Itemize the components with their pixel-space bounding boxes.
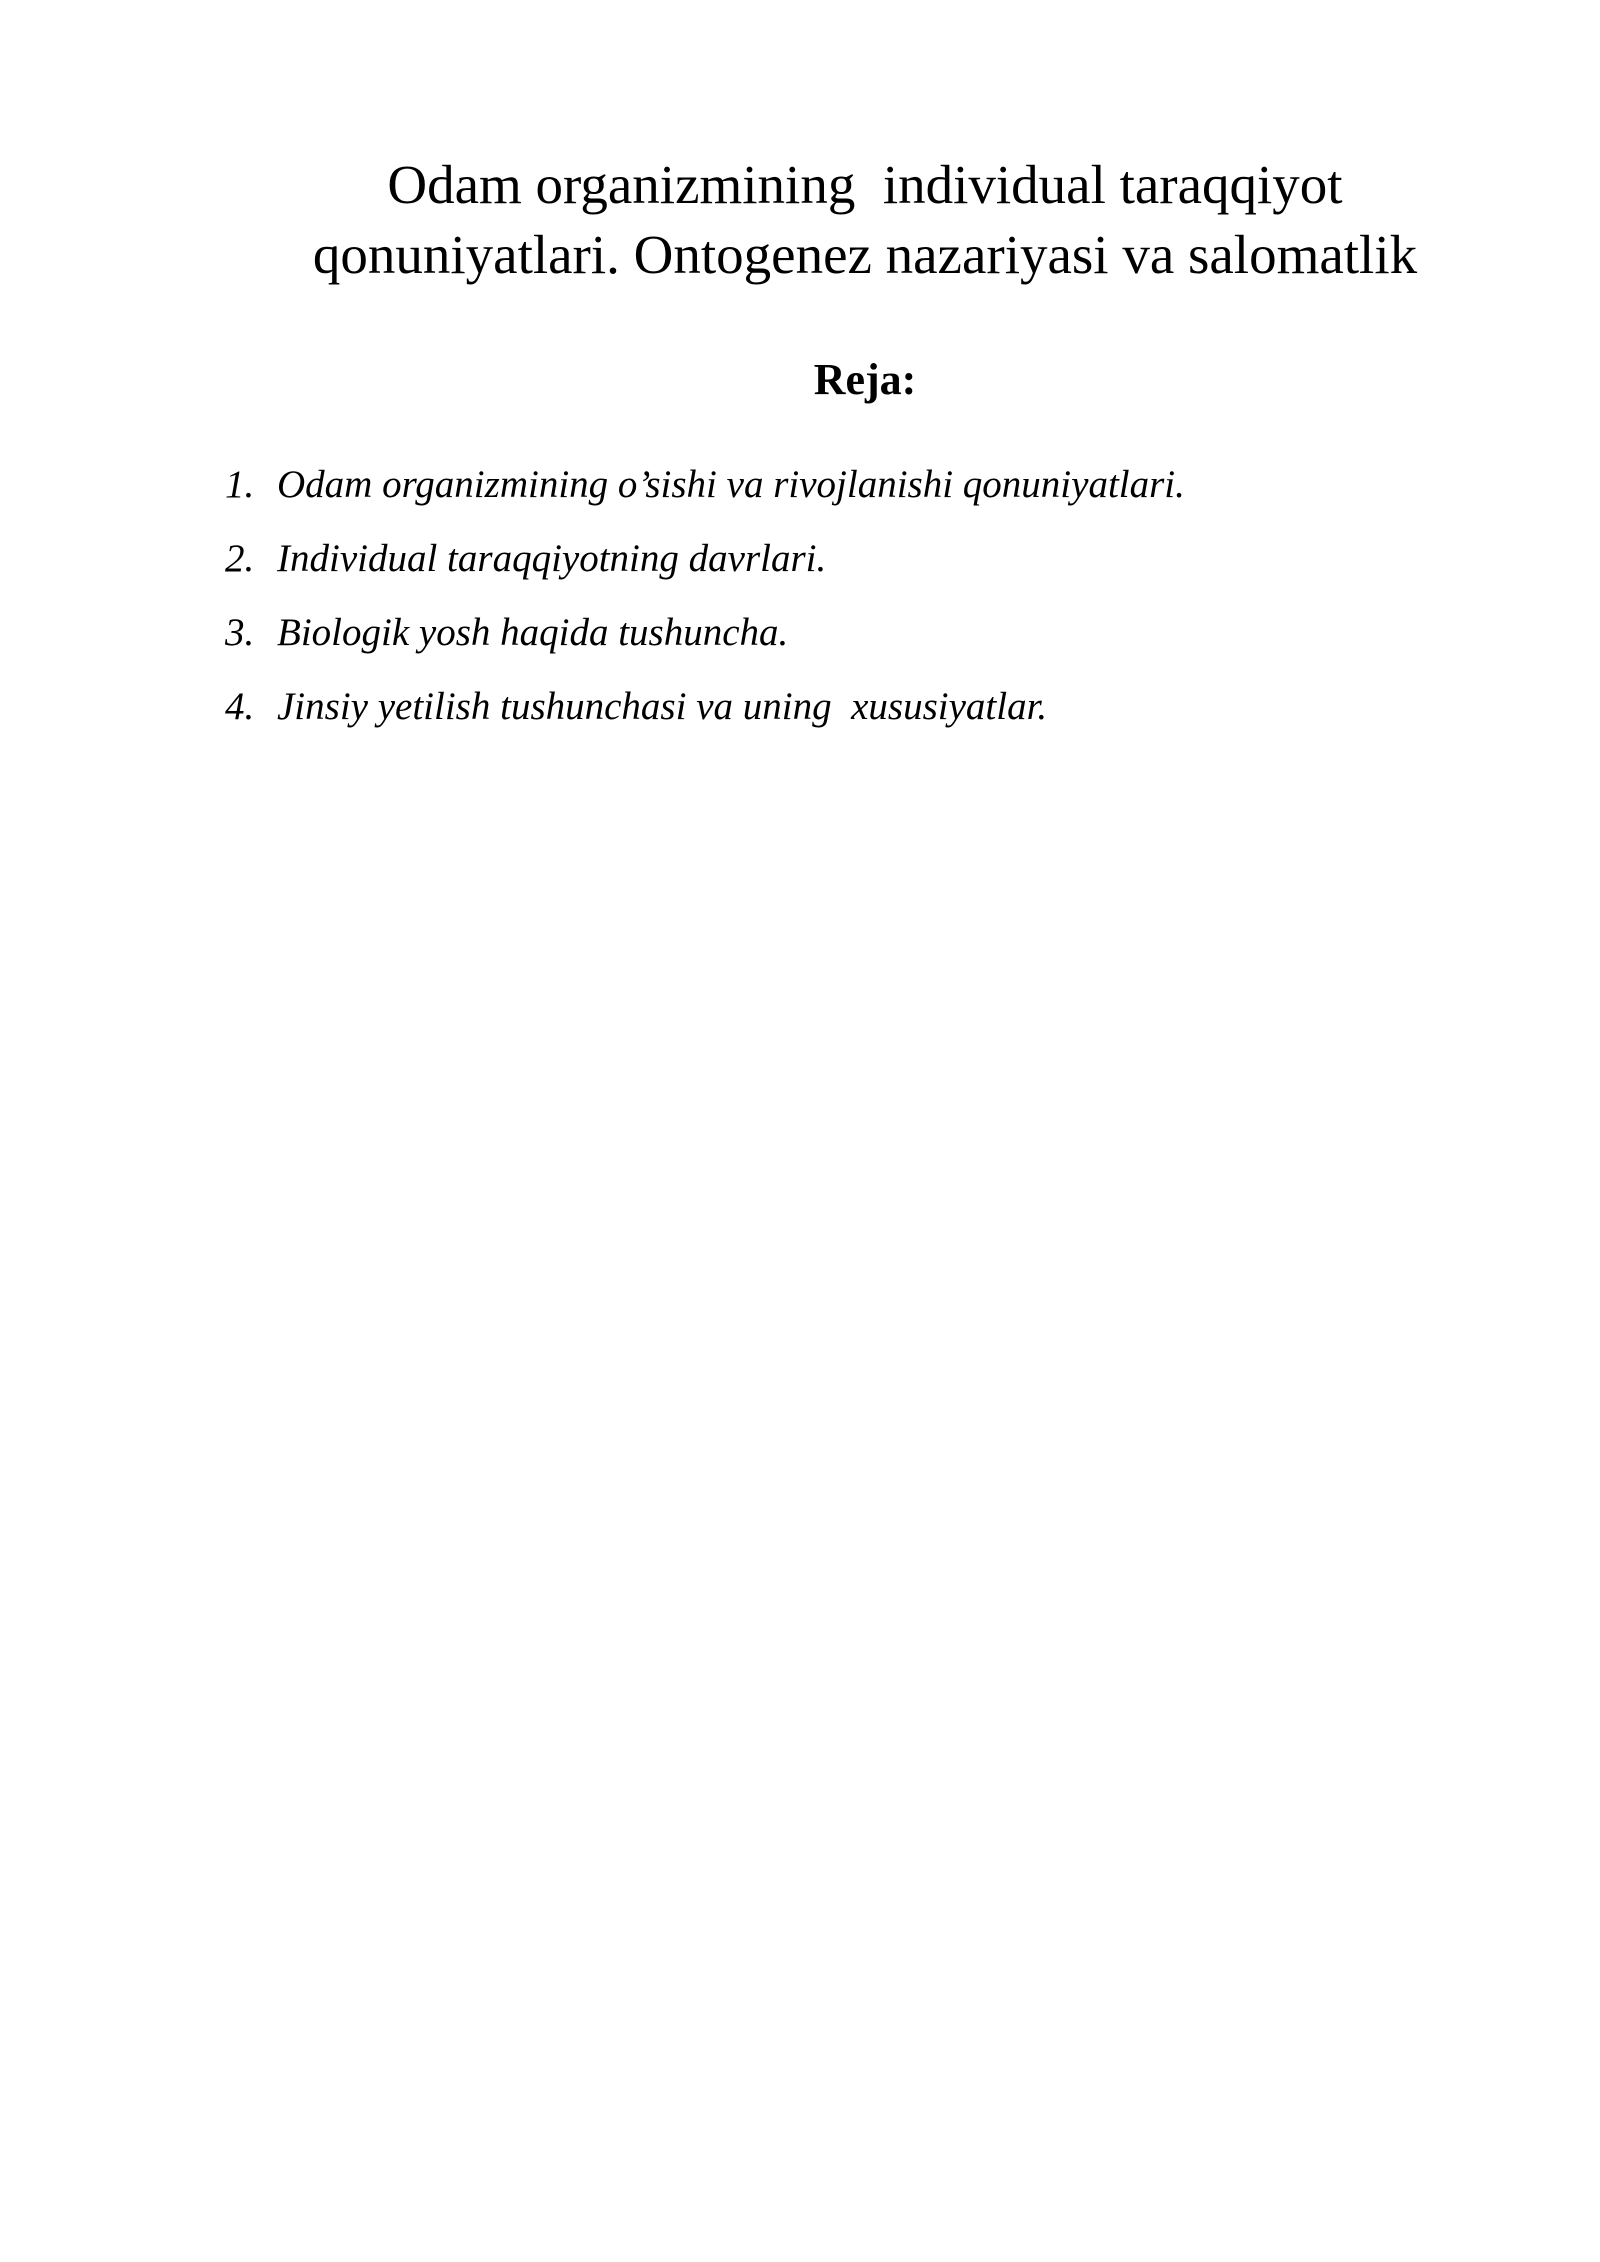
plan-item-text: Odam organizmining o’sishi va rivojlanishi qonuniyatlari. <box>277 463 1185 506</box>
title-line-1: Odam organizmining individual taraqqiyot <box>387 154 1343 215</box>
plan-item-text: Individual taraqqiyotning davrlari. <box>277 537 827 580</box>
plan-item-2 <box>225 534 1425 584</box>
plan-item-text: Biologik yosh haqida tushuncha. <box>277 611 789 654</box>
plan-item-1 <box>225 460 1425 510</box>
plan-item-number: 3. <box>225 611 255 654</box>
plan-item-text: Jinsiy yetilish tushunchasi va uning xususiyatlar. <box>277 685 1048 728</box>
plan-list <box>225 460 1425 756</box>
plan-heading: Reja: <box>813 355 917 404</box>
plan-item-number: 4. <box>225 685 255 728</box>
title-line-2: qonuniyatlari. Ontogenez nazariyasi va salomatlik <box>312 224 1418 285</box>
plan-item-number: 1. <box>225 463 255 506</box>
plan-item-3 <box>225 608 1425 658</box>
plan-item-number: 2. <box>225 537 255 580</box>
plan-item-4 <box>225 682 1425 732</box>
document-title <box>200 150 1530 290</box>
